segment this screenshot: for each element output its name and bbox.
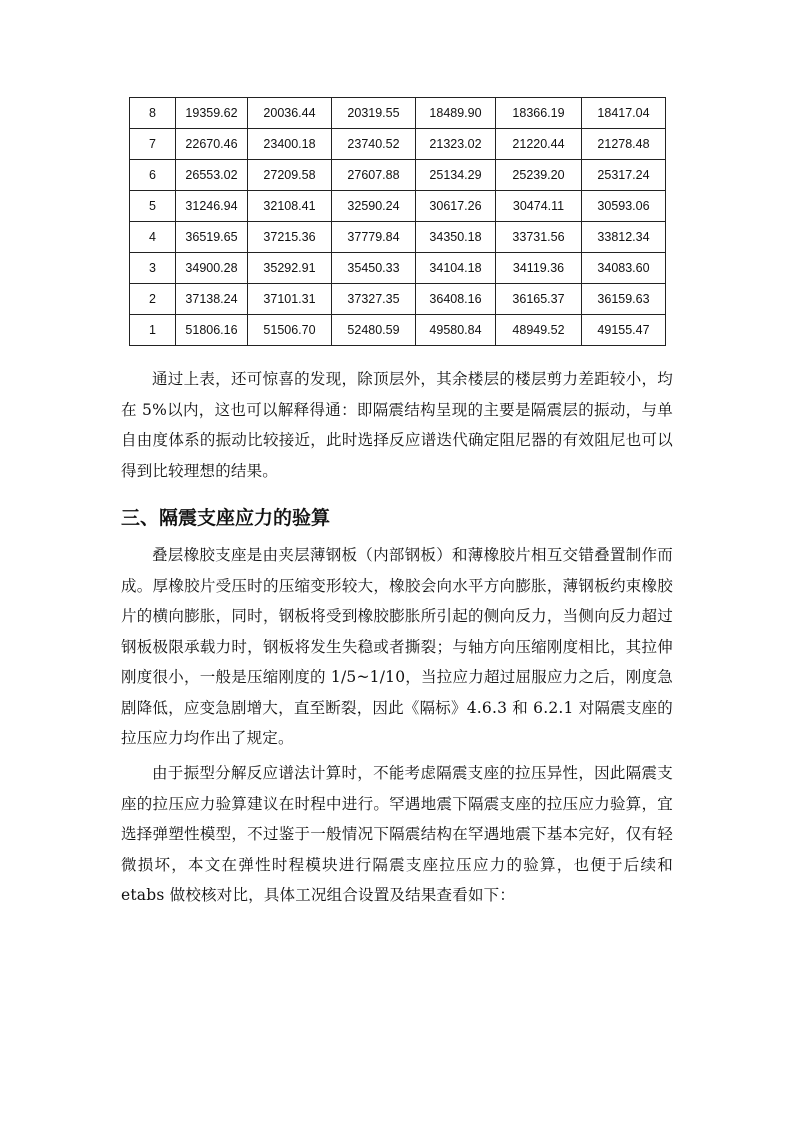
shear-value-cell: 23400.18 — [248, 129, 332, 160]
table-row — [130, 315, 666, 346]
shear-value-cell: 30474.11 — [496, 191, 582, 222]
paragraph-line: 钢板极限承载力时，钢板将发生失稳或者撕裂；与轴方向压缩刚度相比，其拉伸 — [121, 637, 673, 656]
shear-value-cell: 21220.44 — [496, 129, 582, 160]
shear-value-cell: 49580.84 — [416, 315, 496, 346]
shear-value-cell: 34900.28 — [176, 253, 248, 284]
table-row — [130, 160, 666, 191]
shear-value-cell: 51806.16 — [176, 315, 248, 346]
shear-value-cell: 22670.46 — [176, 129, 248, 160]
paragraph-line: 选择弹塑性模型，不过鉴于一般情况下隔震结构在罕遇地震下基本完好，仅有轻 — [121, 825, 673, 843]
table-row — [130, 222, 666, 253]
shear-value-cell: 25239.20 — [496, 160, 582, 191]
shear-value-cell: 33731.56 — [496, 222, 582, 253]
paragraph-line: etabs 做校核对比，具体工况组合设置及结果查看如下： — [121, 886, 516, 904]
shear-value-cell: 52480.59 — [332, 315, 416, 346]
paragraph-table-analysis — [121, 364, 673, 486]
shear-value-cell: 37215.36 — [248, 222, 332, 253]
shear-value-cell: 32590.24 — [332, 191, 416, 222]
shear-value-cell: 25317.24 — [582, 160, 666, 191]
paragraph-line: 在 5%以内，这也可以解释得通：即隔震结构呈现的主要是隔震层的振动，与单 — [121, 400, 673, 419]
shear-value-cell: 34119.36 — [496, 253, 582, 284]
shear-value-cell: 18366.19 — [496, 98, 582, 129]
paragraph-bearing-description — [121, 540, 673, 754]
shear-value-cell: 34104.18 — [416, 253, 496, 284]
paragraph-line: 片的横向膨胀，同时，钢板将受到橡胶膨胀所引起的侧向反力，当侧向反力超过 — [121, 607, 673, 625]
table-row — [130, 253, 666, 284]
paragraph-line: 刚度很小，一般是压缩刚度的 1/5~1/10，当拉应力超过屈服应力之后，刚度急 — [121, 668, 673, 686]
story-number-cell: 5 — [130, 191, 176, 222]
paragraph-line: 自由度体系的振动比较接近，此时选择反应谱迭代确定阻尼器的有效阻尼也可以 — [121, 431, 673, 449]
shear-value-cell: 20319.55 — [332, 98, 416, 129]
shear-value-cell: 33812.34 — [582, 222, 666, 253]
shear-value-cell: 48949.52 — [496, 315, 582, 346]
paragraph-line: 通过上表，还可惊喜的发现，除顶层外，其余楼层的楼层剪力差距较小，均 — [152, 370, 673, 388]
shear-value-cell: 37779.84 — [332, 222, 416, 253]
story-number-cell: 6 — [130, 160, 176, 191]
paragraph-line: 微损坏，本文在弹性时程模块进行隔震支座拉压应力的验算，也便于后续和 — [121, 855, 673, 874]
shear-value-cell: 36408.16 — [416, 284, 496, 315]
shear-value-cell: 23740.52 — [332, 129, 416, 160]
story-number-cell: 4 — [130, 222, 176, 253]
paragraph-line: 剧降低，应变急剧增大，直至断裂，因此《隔标》4.6.3 和 6.2.1 对隔震支座的 — [121, 698, 673, 717]
story-shear-table — [129, 97, 666, 346]
story-number-cell: 1 — [130, 315, 176, 346]
shear-value-cell: 30617.26 — [416, 191, 496, 222]
shear-value-cell: 36165.37 — [496, 284, 582, 315]
shear-value-cell: 18417.04 — [582, 98, 666, 129]
story-number-cell: 7 — [130, 129, 176, 160]
paragraph-line: 座的拉压应力验算建议在时程中进行。罕遇地震下隔震支座的拉压应力验算，宜 — [121, 794, 673, 813]
shear-value-cell: 34350.18 — [416, 222, 496, 253]
paragraph-time-history — [121, 758, 673, 911]
shear-value-cell: 51506.70 — [248, 315, 332, 346]
shear-value-cell: 27607.88 — [332, 160, 416, 191]
paragraph-line: 由于振型分解反应谱法计算时，不能考虑隔震支座的拉压异性，因此隔震支 — [152, 764, 673, 782]
story-number-cell: 3 — [130, 253, 176, 284]
paragraph-line: 拉压应力均作出了规定。 — [121, 729, 294, 747]
paragraph-line: 成。厚橡胶片受压时的压缩变形较大，橡胶会向水平方向膨胀，薄钢板约束橡胶 — [121, 576, 673, 595]
story-number-cell: 2 — [130, 284, 176, 315]
shear-value-cell: 26553.02 — [176, 160, 248, 191]
table-row — [130, 129, 666, 160]
shear-value-cell: 19359.62 — [176, 98, 248, 129]
shear-value-cell: 35292.91 — [248, 253, 332, 284]
shear-value-cell: 25134.29 — [416, 160, 496, 191]
table-row — [130, 98, 666, 129]
section-heading: 三、隔震支座应力的验算 — [121, 507, 331, 529]
table-row — [130, 284, 666, 315]
shear-value-cell: 20036.44 — [248, 98, 332, 129]
shear-value-cell: 18489.90 — [416, 98, 496, 129]
table-row — [130, 191, 666, 222]
table-body — [130, 98, 666, 346]
shear-value-cell: 31246.94 — [176, 191, 248, 222]
shear-value-cell: 36159.63 — [582, 284, 666, 315]
paragraph-line: 得到比较理想的结果。 — [121, 461, 279, 480]
shear-value-cell: 36519.65 — [176, 222, 248, 253]
shear-value-cell: 37327.35 — [332, 284, 416, 315]
paragraph-line: 叠层橡胶支座是由夹层薄钢板（内部钢板）和薄橡胶片相互交错叠置制作而 — [152, 546, 673, 564]
story-number-cell: 8 — [130, 98, 176, 129]
shear-value-cell: 34083.60 — [582, 253, 666, 284]
shear-value-cell: 37101.31 — [248, 284, 332, 315]
shear-value-cell: 21323.02 — [416, 129, 496, 160]
shear-value-cell: 30593.06 — [582, 191, 666, 222]
shear-value-cell: 49155.47 — [582, 315, 666, 346]
shear-value-cell: 32108.41 — [248, 191, 332, 222]
shear-value-cell: 27209.58 — [248, 160, 332, 191]
shear-value-cell: 37138.24 — [176, 284, 248, 315]
shear-value-cell: 35450.33 — [332, 253, 416, 284]
shear-value-cell: 21278.48 — [582, 129, 666, 160]
